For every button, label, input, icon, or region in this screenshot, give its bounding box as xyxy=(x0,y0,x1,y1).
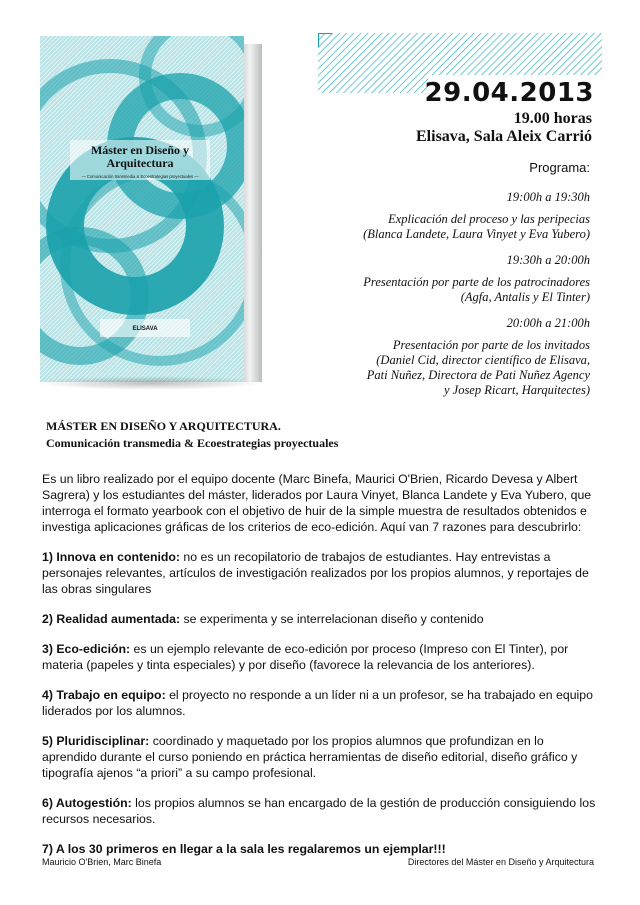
reason-label: 7) A los 30 primeros en llegar a la sala les regalaremos un ejemplar!!! xyxy=(42,842,446,856)
schedule-time: 19:30h a 20:00h xyxy=(506,253,590,267)
schedule-line: Presentación por parte de los invitados xyxy=(392,338,590,352)
reason-text: es un ejemplo relevante de eco-edición por proceso (Impreso con El Tinter), por materia (papeles y tinta especiales) y por diseño (favorece la relevancia de los anteriores). xyxy=(42,642,569,672)
reason-item xyxy=(42,795,598,827)
reason-label: 3) Eco-edición: xyxy=(42,642,131,656)
book-publisher: ELISAVA xyxy=(132,326,158,332)
footer-authors: Mauricio O'Brien, Marc Binefa xyxy=(42,857,162,867)
reason-text: el proyecto no responde a un líder ni a un profesor, se ha trabajado en equipo liderados por los alumnos. xyxy=(42,688,593,718)
body-text xyxy=(42,471,598,871)
event-time: 19.00 horas xyxy=(513,110,592,127)
schedule-line: Explicación del proceso y las peripecias xyxy=(388,212,590,226)
footer-role: Directores del Máster en Diseño y Arquitectura xyxy=(407,857,594,867)
reason-text: los propios alumnos se han encargado de la gestión de producción consiguiendo los recursos necesarios. xyxy=(42,796,596,826)
book-cover-art xyxy=(40,36,246,382)
reason-label: 6) Autogestión: xyxy=(42,796,132,810)
schedule-item xyxy=(330,190,590,242)
book-title-line2: Arquitectura xyxy=(106,156,174,170)
reason-item xyxy=(42,549,598,597)
schedule-item xyxy=(330,316,590,398)
reason-text: coordinado y maquetado por los propios alumnos que profundizan en lo aprendido durante el curso poniendo en práctica herramientas de diseño editorial, diseño gráfico y tipografía ajenos “a priori” a su campo profesional. xyxy=(42,734,578,780)
headline-subtitle: Comunicación transmedia & Ecoestrategias proyectuales xyxy=(46,436,339,450)
schedule-time: 20:00h a 21:00h xyxy=(506,316,590,330)
headline xyxy=(46,418,338,452)
event-venue: Elisava, Sala Aleix Carrió xyxy=(416,128,592,145)
intro-paragraph: Es un libro realizado por el equipo docente (Marc Binefa, Maurici O'Brien, Ricardo Devesa y Albert Sagrera) y los estudiantes del máster, liderados por Laura Vinyet, Blanca Landete y Eva Yubero, que interroga el formato yearbook con el objetivo de huir de la simple muestra de resultados obtenidos e investiga aplicaciones gráficas de los criterios de eco-edición. Aquí van 7 razones para descubrirlo: xyxy=(42,472,592,534)
schedule-line: Pati Nuñez, Directora de Pati Nuñez Agency xyxy=(366,368,590,382)
book-title-line1: Máster en Diseño y xyxy=(90,143,190,157)
reason-item xyxy=(42,687,598,719)
schedule-line: Presentación por parte de los patrocinadores xyxy=(363,275,590,289)
reason-text: se experimenta y se interrelacionan diseño y contenido xyxy=(180,612,484,626)
book-subtitle: — Comunicación transmedia & Ecoestrategias proyectuales — xyxy=(81,174,199,179)
reason-label: 5) Pluridisciplinar: xyxy=(42,734,150,748)
reason-label: 1) Innova en contenido: xyxy=(42,550,181,564)
reason-item xyxy=(42,841,598,857)
schedule-time: 19:00h a 19:30h xyxy=(506,190,590,204)
reason-label: 4) Trabajo en equipo: xyxy=(42,688,166,702)
schedule-line: (Blanca Landete, Laura Vinyet y Eva Yubero) xyxy=(363,227,590,241)
book-cover-image xyxy=(40,36,246,382)
book-shadow xyxy=(36,376,264,390)
reason-item xyxy=(42,611,598,627)
schedule-line: y Josep Ricart, Harquitectes) xyxy=(443,383,590,397)
reason-label: 2) Realidad aumentada: xyxy=(42,612,181,626)
event-date: 29.04.2013 xyxy=(424,78,594,108)
schedule-item xyxy=(330,253,590,305)
headline-title: MÁSTER EN DISEÑO Y ARQUITECTURA. xyxy=(46,419,281,433)
program-label: Programa: xyxy=(529,160,590,175)
schedule-line: (Agfa, Antalis y El Tinter) xyxy=(460,290,590,304)
reason-item xyxy=(42,733,598,781)
reason-item xyxy=(42,641,598,673)
schedule-line: (Daniel Cid, director científico de Elisava, xyxy=(376,353,590,367)
reason-text: no es un recopilatorio de trabajos de estudiantes. Hay entrevistas a personajes relevantes, artículos de investigación realizados por los propios alumnos, y reportajes de las obras singulares xyxy=(42,550,589,596)
